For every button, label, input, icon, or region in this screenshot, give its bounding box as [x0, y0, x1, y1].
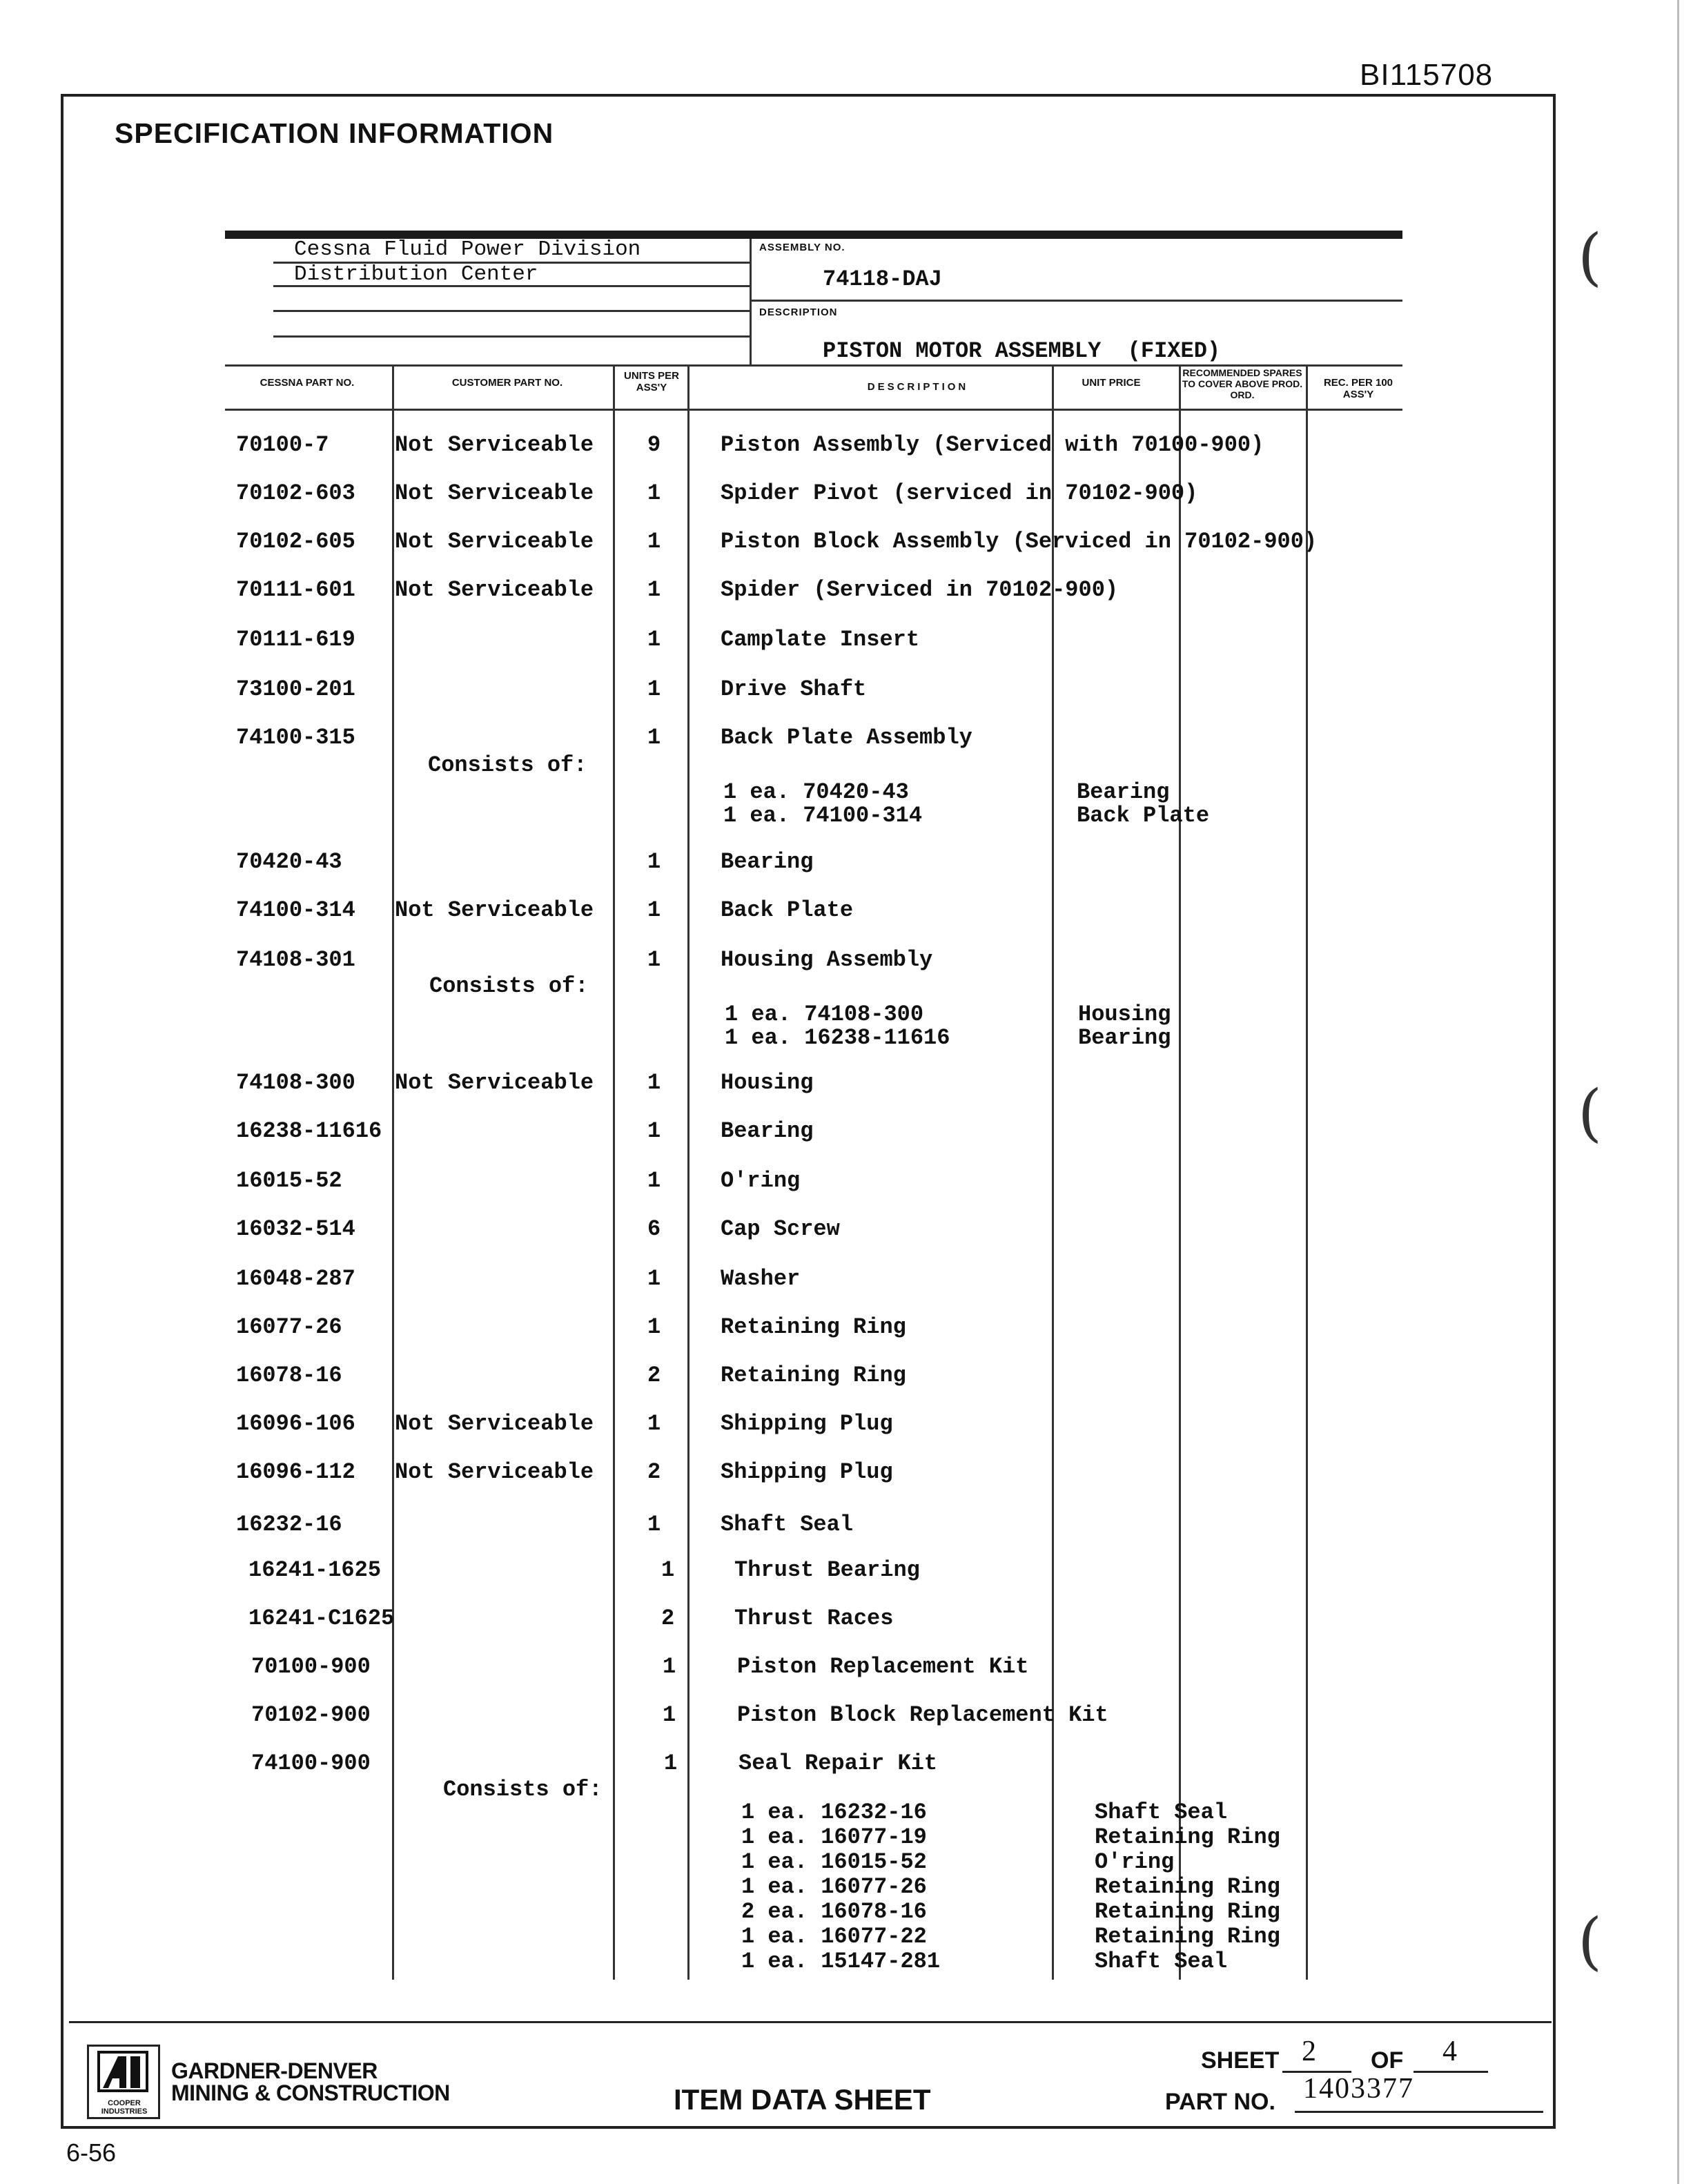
- table-row: [0, 1363, 1702, 1390]
- part-description: Spider (Serviced in 70102-900): [721, 577, 1119, 603]
- column-header-top-line: [225, 364, 1402, 367]
- component-name: Retaining Ring: [1095, 1899, 1280, 1924]
- customer-part-no: Not Serviceable: [395, 577, 594, 603]
- table-row: [0, 1168, 1702, 1196]
- customer-part-no: Not Serviceable: [395, 1411, 594, 1436]
- table-row: [0, 1557, 1702, 1585]
- units-per-assy: 1: [647, 577, 661, 603]
- part-number: 70100-900: [251, 1654, 371, 1679]
- table-row: [0, 1512, 1702, 1539]
- table-row: [0, 577, 1702, 605]
- part-description: Housing Assembly: [721, 947, 933, 973]
- part-number: 16096-112: [236, 1459, 355, 1485]
- part-description: Retaining Ring: [721, 1363, 906, 1388]
- units-per-assy: 2: [661, 1606, 675, 1631]
- col-header-recommended-spares: RECOMMENDED SPARES TO COVER ABOVE PROD. ORD.: [1182, 367, 1303, 400]
- part-description: Seal Repair Kit: [738, 1751, 938, 1776]
- units-per-assy: 1: [664, 1751, 678, 1776]
- part-number: 74100-900: [251, 1751, 371, 1776]
- table-row: [0, 1654, 1702, 1681]
- component-name: Retaining Ring: [1095, 1874, 1280, 1900]
- logo-text: COOPER INDUSTRIES: [101, 2099, 148, 2116]
- table-row: [0, 432, 1702, 460]
- part-number: 16032-514: [236, 1216, 355, 1242]
- component-qty: 1 ea. 74100-314: [723, 803, 923, 828]
- assembly-description: PISTON MOTOR ASSEMBLY (FIXED): [823, 338, 1221, 364]
- component-name: O'ring: [1095, 1849, 1175, 1875]
- units-per-assy: 2: [647, 1363, 661, 1388]
- description-label: DESCRIPTION: [759, 306, 838, 318]
- document-id: BI115708: [1360, 58, 1494, 92]
- component-qty: 1 ea. 74108-300: [725, 1002, 924, 1027]
- table-row: [0, 1459, 1702, 1487]
- units-per-assy: 1: [661, 1557, 675, 1583]
- units-per-assy: 1: [647, 1168, 661, 1193]
- sheet-title: ITEM DATA SHEET: [674, 2083, 931, 2116]
- units-per-assy: 1: [647, 529, 661, 554]
- part-number: 16241-1625: [248, 1557, 382, 1583]
- customer-part-no: Not Serviceable: [395, 480, 594, 506]
- table-row: [0, 1314, 1702, 1342]
- binder-hole-mark: (: [1578, 1077, 1603, 1149]
- col-header-customer-part-no: CUSTOMER PART NO.: [451, 377, 563, 389]
- table-row: [0, 897, 1702, 925]
- component-qty: 1 ea. 16015-52: [741, 1849, 927, 1875]
- component-qty: 1 ea. 15147-281: [741, 1949, 941, 1974]
- part-description: Washer: [721, 1266, 801, 1291]
- part-description: Piston Assembly (Serviced with 70100-900): [721, 432, 1264, 458]
- units-per-assy: 1: [663, 1654, 676, 1679]
- page-number: 6-56: [66, 2138, 117, 2167]
- col-header-unit-price: UNIT PRICE: [1082, 377, 1141, 389]
- part-number: 70102-605: [236, 529, 355, 554]
- assembly-no-label: ASSEMBLY NO.: [759, 242, 845, 253]
- col-header-rec-per-100: REC. PER 100 ASS'Y: [1323, 377, 1393, 400]
- col-header-units-per-assy: UNITS PER ASS'Y: [623, 370, 679, 393]
- component-name: Back Plate: [1077, 803, 1210, 828]
- sheet-label: SHEET: [1201, 2047, 1280, 2074]
- part-number: 70420-43: [236, 849, 342, 875]
- part-number: 16077-26: [236, 1314, 342, 1340]
- of-label: OF: [1371, 2047, 1404, 2074]
- units-per-assy: 1: [663, 1702, 676, 1728]
- units-per-assy: 1: [647, 849, 661, 875]
- part-number: 70102-603: [236, 480, 355, 506]
- customer-part-no: Not Serviceable: [395, 1070, 594, 1095]
- component-qty: 1 ea. 16077-22: [741, 1924, 927, 1949]
- component-qty: 1 ea. 16077-19: [741, 1824, 927, 1850]
- table-row: [0, 947, 1702, 975]
- part-number: 16238-11616: [236, 1118, 382, 1144]
- component-name: Housing: [1078, 1002, 1171, 1027]
- part-description: Back Plate: [721, 897, 854, 923]
- part-description: Piston Replacement Kit: [737, 1654, 1029, 1679]
- header-line: [273, 335, 750, 338]
- header-divider: [750, 239, 752, 364]
- part-number: 70102-900: [251, 1702, 371, 1728]
- part-description: O'ring: [721, 1168, 801, 1193]
- col-header-cessna-part-no: CESSNA PART NO.: [260, 377, 355, 389]
- component-qty: 1 ea. 16077-26: [741, 1874, 927, 1900]
- part-number: 16048-287: [236, 1266, 355, 1291]
- units-per-assy: 1: [647, 1118, 661, 1144]
- company-name: Cessna Fluid Power Division: [294, 237, 641, 262]
- customer-part-no: Not Serviceable: [395, 897, 594, 923]
- customer-part-no: Not Serviceable: [395, 529, 594, 554]
- part-number: 70100-7: [236, 432, 329, 458]
- component-name: Bearing: [1077, 779, 1170, 805]
- table-row: [0, 480, 1702, 508]
- part-description: Drive Shaft: [721, 676, 867, 702]
- part-description: Shipping Plug: [721, 1459, 893, 1485]
- table-row: [0, 627, 1702, 654]
- part-description: Shaft Seal: [721, 1512, 854, 1537]
- component-name: Retaining Ring: [1095, 1924, 1280, 1949]
- part-description: Shipping Plug: [721, 1411, 893, 1436]
- part-description: Cap Screw: [721, 1216, 840, 1242]
- units-per-assy: 1: [647, 1512, 661, 1537]
- table-row: [0, 1751, 1702, 1778]
- part-description: Piston Block Assembly (Serviced in 70102-900): [721, 529, 1318, 554]
- footer-company-division: MINING & CONSTRUCTION: [171, 2080, 450, 2105]
- part-description: Camplate Insert: [721, 627, 920, 652]
- table-row: [0, 1702, 1702, 1730]
- cooper-logo-icon: [89, 2047, 158, 2096]
- part-number: 73100-201: [236, 676, 355, 702]
- units-per-assy: 1: [647, 947, 661, 973]
- component-qty: 1 ea. 16238-11616: [725, 1025, 950, 1051]
- table-row: [0, 529, 1702, 556]
- footer-rule: [69, 2021, 1552, 2023]
- part-number: 16232-16: [236, 1512, 342, 1537]
- units-per-assy: 1: [647, 897, 661, 923]
- part-description: Retaining Ring: [721, 1314, 906, 1340]
- table-row: [0, 1216, 1702, 1244]
- header-line: [273, 310, 750, 312]
- units-per-assy: 1: [647, 1411, 661, 1436]
- part-number: 16096-106: [236, 1411, 355, 1436]
- footer-company-name: GARDNER-DENVER: [171, 2058, 378, 2083]
- customer-part-no: Not Serviceable: [395, 1459, 594, 1485]
- binder-hole-mark: (: [1578, 221, 1603, 293]
- part-number: 74100-315: [236, 725, 355, 750]
- units-per-assy: 1: [647, 1070, 661, 1095]
- table-row: [0, 725, 1702, 752]
- component-name: Shaft Seal: [1095, 1800, 1228, 1825]
- part-description: Housing: [721, 1070, 814, 1095]
- cooper-logo: [87, 2045, 160, 2119]
- part-description: Back Plate Assembly: [721, 725, 972, 750]
- scan-edge-line: [1677, 0, 1679, 2184]
- part-description: Thrust Races: [734, 1606, 894, 1631]
- component-qty: 1 ea. 70420-43: [723, 779, 909, 805]
- consists-of-label: Consists of:: [428, 752, 587, 778]
- units-per-assy: 6: [647, 1216, 661, 1242]
- units-per-assy: 1: [647, 627, 661, 652]
- part-description: Piston Block Replacement Kit: [737, 1702, 1108, 1728]
- component-name: Bearing: [1078, 1025, 1171, 1051]
- table-row: [0, 1070, 1702, 1098]
- part-no-label: PART NO.: [1165, 2089, 1275, 2115]
- part-number: 70111-601: [236, 577, 355, 603]
- sheet-total: 4: [1442, 2036, 1457, 2067]
- units-per-assy: 1: [647, 1314, 661, 1340]
- part-number: 16078-16: [236, 1363, 342, 1388]
- table-row: [0, 1118, 1702, 1146]
- header-line: [750, 300, 1402, 302]
- units-per-assy: 1: [647, 676, 661, 702]
- part-number-value: 1403377: [1303, 2073, 1414, 2105]
- part-number: 74100-314: [236, 897, 355, 923]
- sheet-total-underline: [1414, 2071, 1488, 2073]
- table-row: [0, 1411, 1702, 1439]
- table-row: [0, 849, 1702, 877]
- part-description: Bearing: [721, 1118, 814, 1144]
- units-per-assy: 1: [647, 480, 661, 506]
- table-row: [0, 1266, 1702, 1294]
- component-qty: 1 ea. 16232-16: [741, 1800, 927, 1825]
- col-header-description: DESCRIPTION: [867, 381, 969, 393]
- part-number: 74108-301: [236, 947, 355, 973]
- table-row: [0, 676, 1702, 704]
- consists-of-label: Consists of:: [443, 1777, 603, 1802]
- units-per-assy: 1: [647, 1266, 661, 1291]
- binder-hole-mark: (: [1578, 1905, 1603, 1978]
- page-title: SPECIFICATION INFORMATION: [115, 117, 554, 149]
- units-per-assy: 9: [647, 432, 661, 458]
- company-division: Distribution Center: [294, 262, 538, 286]
- part-description: Thrust Bearing: [734, 1557, 920, 1583]
- units-per-assy: 1: [647, 725, 661, 750]
- component-name: Retaining Ring: [1095, 1824, 1280, 1850]
- consists-of-label: Consists of:: [429, 973, 589, 999]
- part-description: Spider Pivot (serviced in 70102-900): [721, 480, 1198, 506]
- part-number: 74108-300: [236, 1070, 355, 1095]
- assembly-no: 74118-DAJ: [823, 266, 942, 292]
- part-number: 16015-52: [236, 1168, 342, 1193]
- part-description: Bearing: [721, 849, 814, 875]
- column-header-bottom-line: [225, 409, 1402, 411]
- units-per-assy: 2: [647, 1459, 661, 1485]
- table-row: [0, 1606, 1702, 1633]
- part-number: 70111-619: [236, 627, 355, 652]
- part-number: 16241-C1625: [248, 1606, 395, 1631]
- sheet-number: 2: [1302, 2036, 1316, 2067]
- customer-part-no: Not Serviceable: [395, 432, 594, 458]
- component-name: Shaft Seal: [1095, 1949, 1228, 1974]
- part-number-underline: [1295, 2111, 1543, 2113]
- component-qty: 2 ea. 16078-16: [741, 1899, 927, 1924]
